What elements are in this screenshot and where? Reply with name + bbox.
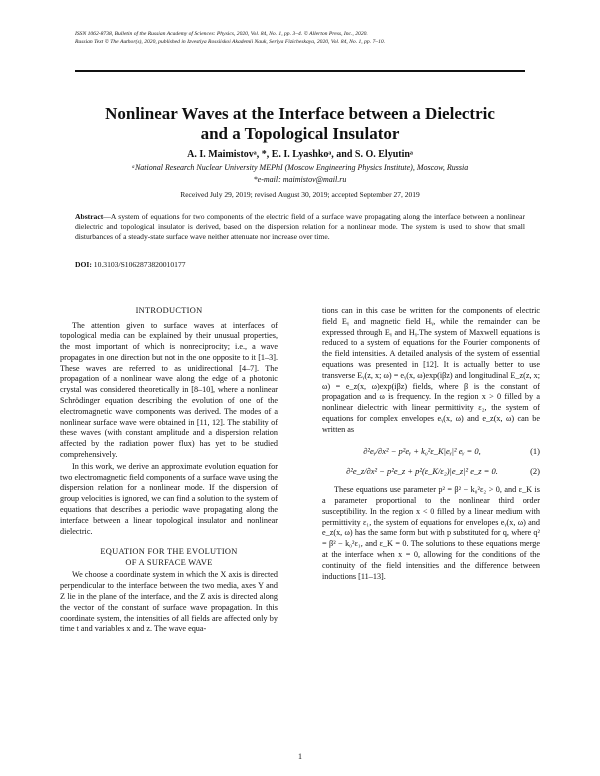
equation-section-paragraph: We choose a coordinate system in which the X axis is directed perpendicular to the interface between the two media, axes Y and Z lie in the plane of the interface, and the Z axis is directed along the vector of the constant of surface wave propagation. In this coordinate system, the intensities of all fields are affected only by time t and variables x and z. The wave equa- — [60, 570, 278, 634]
authors: A. I. Maimistovᵃ, *, E. I. Lyashkoᵃ, and S. O. Elyutinᵃ — [187, 149, 413, 160]
right-paragraph-1: tions can in this case be written for the components of electric field Eᵧ and magnetic field Hᵧ, while the remainder can be expressed through Eᵧ and Hᵧ.The system of Maxwell equations is reduced to a system of equations for the Fourier components of the field intensities. A detailed analysis of the system of essential equations was presented in [12]. It is actually better to use transverse Eᵧ(z, x; ω) = eᵧ(x, ω)exp(iβz) and longitudinal E_z(z, x; ω) = e_z(x, ω)exp(iβz) fields, where β is the constant of propagation and ω is frequency. In the region x > 0 filled by a nonlinear dielectric with linear permittivity ε₂, the system of equations for complex envelopes eᵧ(x, ω) and e_z(x, ω) can be written as — [322, 306, 540, 434]
paper-title — [60, 104, 540, 144]
received-dates: Received July 29, 2019; revised August 30, 2019; accepted September 27, 2019 — [180, 190, 420, 199]
doi — [75, 260, 186, 270]
title-line-2: and a Topological Insulator — [200, 124, 400, 143]
page-number: 1 — [298, 752, 302, 761]
section-heading-equation-line-2: OF A SURFACE WAVE — [125, 557, 213, 567]
title-line-1: Nonlinear Waves at the Interface between a Dielectric — [105, 104, 495, 123]
equation-2-number: (2) — [530, 466, 540, 477]
section-heading-introduction: INTRODUCTION — [135, 306, 203, 315]
journal-header-line-1: ISSN 1062-8738, Bulletin of the Russian Academy of Sciences: Physics, 2020, Vol. 84, No. 1, pp. 3–4. © Allerton Press, Inc., 2020. — [75, 31, 368, 37]
doi-label: DOI: — [75, 260, 92, 269]
intro-paragraph-1: The attention given to surface waves at interfaces of topological media can be explained by their unusual properties, the most important of which is nonreciprocity; i.e., a wave propagates in one direction but not in the one opposite to it [1–3]. These waves are referred to as unidirectional [4–7]. The propagation of a nonlinear wave along the edge of a photonic crystal was considered theoretically in [8–10], where a nonlinear Schrödinger equation describing the evolution of one of the electromagnetic wave components was derived. The modes of a nonlinear surface wave were obtained in [11, 12]. The stability of these waves (with constant amplitude and a dispersion relation affected by the radiation power flux) has yet to be studied comprehensively. — [60, 320, 278, 460]
equation-2-body: ∂²e_z/∂x² − p²e_z + p²(ε_K/ε₂)|e_z|² e_z = 0. — [346, 466, 498, 477]
equation-1-number: (1) — [530, 445, 540, 456]
header-rule — [75, 70, 525, 72]
equation-1 — [322, 446, 540, 457]
section-heading-equation — [60, 547, 278, 568]
abstract — [75, 212, 525, 242]
left-column — [60, 306, 278, 635]
intro-paragraph-2: In this work, we derive an approximate evolution equation for two electromagnetic field components of a surface wave using the dispersion relation for a nonlinear mode. If the dispersion of group velocities is ignored, we can find a solution to the system of equations that describes a periodic wave propagating along the interface between a linear topological insulator and nonlinear dielectric. — [60, 461, 278, 536]
abstract-text: —A system of equations for two components of the electric field of a surface wave propagating along the interface between a nonlinear dielectric and topological insulator is derived, based on the dispersion relation for a nonlinear mode. The system is used to show that small disturbances of a steady-state surface wave neither attenuate nor increase over time. — [75, 212, 525, 241]
equation-2 — [322, 466, 540, 477]
journal-header-line-2: Russian Text © The Author(s), 2020, published in Izvestiya Rossiiskoi Akademii Nauk, Seriya Fizicheskaya, 2020, Vol. 84, No. 1, pp. 7–10. — [75, 39, 386, 45]
right-column — [322, 306, 540, 582]
doi-value[interactable]: 10.3103/S1062873820010177 — [93, 260, 186, 269]
email: *e-mail: maimistov@mail.ru — [253, 175, 347, 184]
affiliation: ᵃNational Research Nuclear University MEPhI (Moscow Engineering Physics Institute), Moscow, Russia — [131, 163, 469, 172]
right-paragraph-2: These equations use parameter p² = β² − k₀²ε₂ > 0, and ε_K is a parameter proportional to the nonlinear third order susceptibility. In the region x < 0 filled by a linear medium with permittivity ε₁, the system of equations for envelopes eᵧ(x, ω) and e_z(x, ω) has the same form but with p substituted for q, where q² = β² − k₀²ε₁, and ε_K = 0. The solutions to these equations merge at the interface when x = 0, allowing for the conditions of the continuity of the field intensities and the difference between inductions [11–13]. — [322, 485, 540, 581]
section-heading-equation-line-1: EQUATION FOR THE EVOLUTION — [100, 547, 238, 557]
equation-1-body: ∂²eᵧ/∂x² − p²eᵧ + k₀²ε_K|eᵧ|² eᵧ = 0, — [363, 445, 481, 456]
abstract-label: Abstract — [75, 212, 104, 221]
